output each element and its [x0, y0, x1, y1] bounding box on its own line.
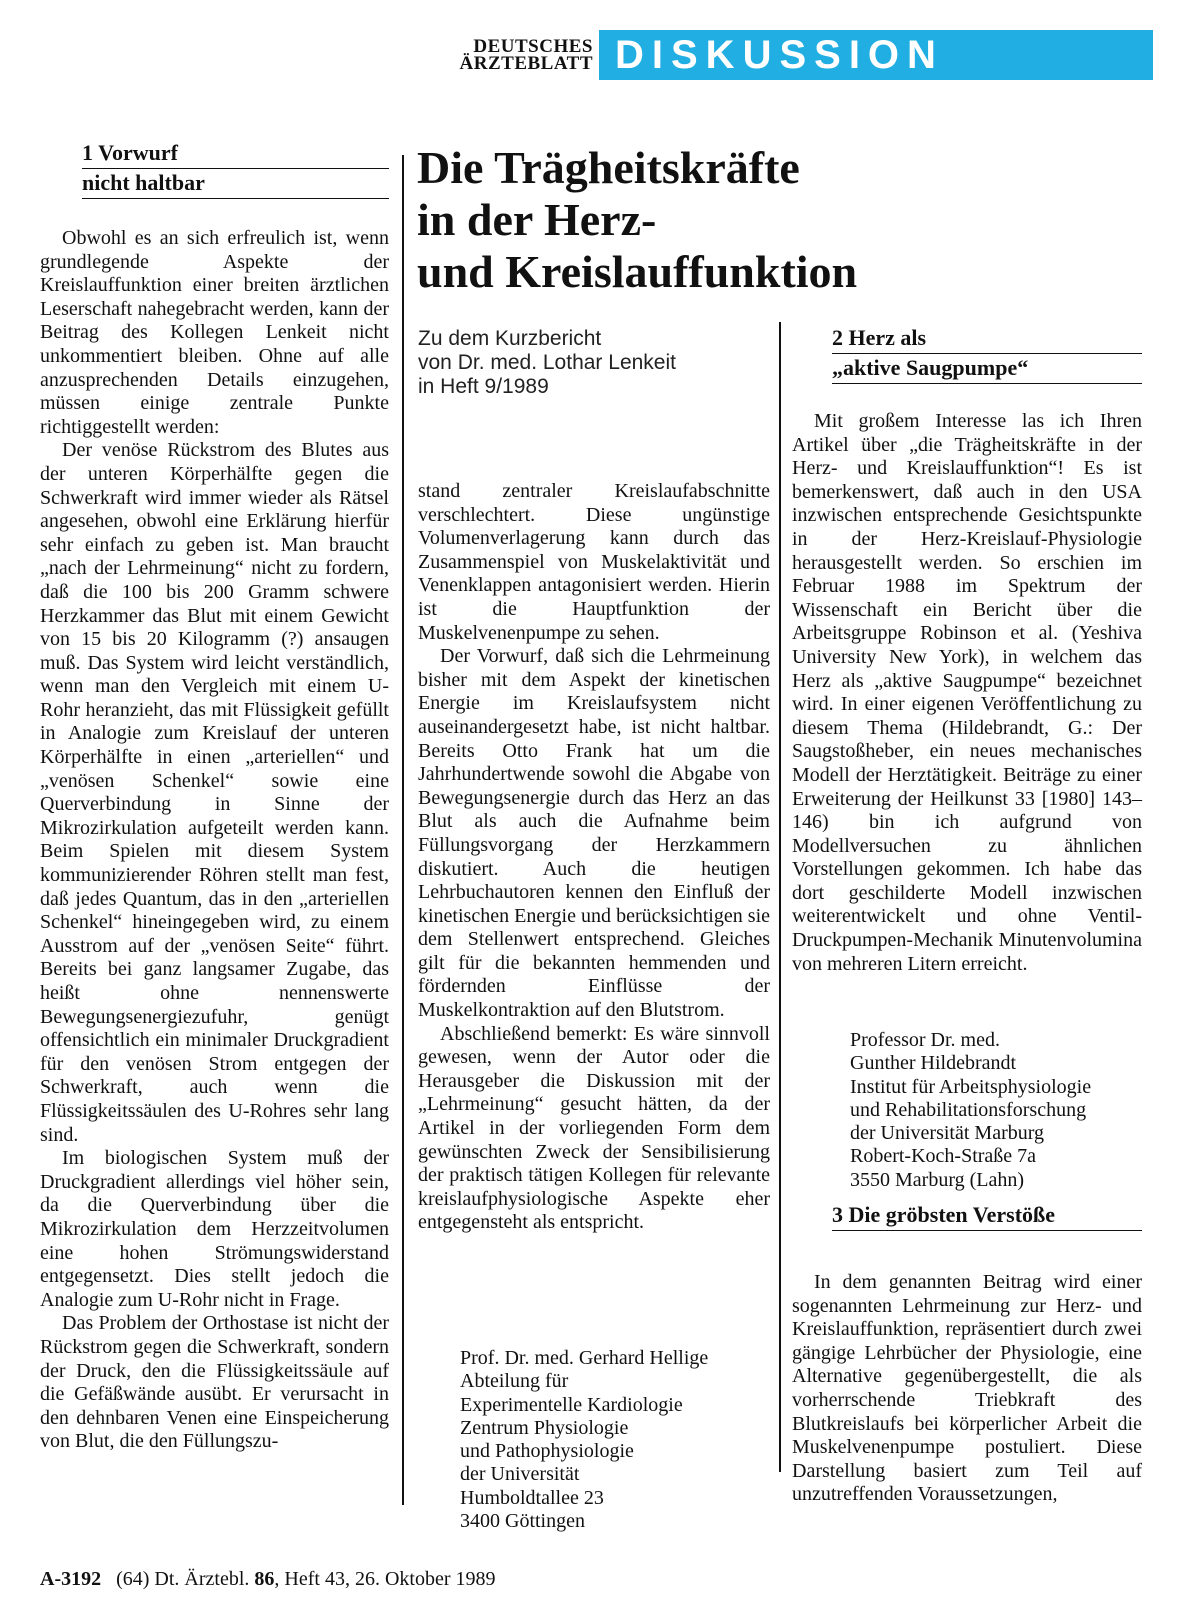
signature-line: Institut für Arbeitsphysiologie — [850, 1075, 1092, 1098]
signature-line: der Universität — [460, 1463, 580, 1486]
article-lead — [418, 327, 768, 399]
signature-line: und Rehabilitationsforschung — [850, 1098, 1087, 1121]
signature-line: 3550 Marburg (Lahn) — [850, 1168, 1025, 1191]
column-divider — [779, 322, 781, 1472]
body-paragraph: Das Problem der Orthostase ist nicht der Rückstrom gegen die Schwerkraft, sondern der Druck, den die Flüssigkeitssäule auf die Gefäßwände ausübt. Er verursacht in den dehnbaren Venen eine Einspeicherung von Blut, die den Füllungszu- — [40, 1312, 389, 1453]
article-title — [417, 142, 1157, 298]
signature-line: Professor Dr. med. — [850, 1029, 1000, 1051]
body-paragraph: Abschließend bemerkt: Es wäre sinnvoll gewesen, wenn der Autor oder die Herausgeber die Diskussion mit der „Lehrmeinung“ gesucht hätten, da der Artikel in der vorliegenden Form dem gewünschten Zweck der Sensibilisierung der praktisch tätigen Kollegen für relevante kreislaufphysiologische Aspekte eher entgegensteht als entspricht. — [418, 1022, 770, 1234]
brand-line-2: ÄRZTEBLATT — [459, 53, 593, 74]
title-line: und Kreislauffunktion — [417, 246, 858, 297]
heading-line: 1 Vorwurf — [82, 139, 389, 169]
heading-line: 3 Die gröbsten Verstöße — [832, 1201, 1142, 1231]
signature-line: der Universität Marburg — [850, 1122, 1045, 1145]
signature-line: 3400 Göttingen — [460, 1510, 585, 1533]
heading-line: 2 Herz als — [832, 324, 1142, 354]
body-paragraph: Der venöse Rückstrom des Blutes aus der unteren Körperhälfte gegen die Schwerkraft wird immer wieder als Rätsel angesehen, obwohl eine Erklärung hierfür sehr einfach zu geben ist. Man braucht „nach der Lehrmeinung“ nicht zu fordern, daß die 100 bis 200 Gramm schwere Herzkammer das Blut mit einem Gewicht von 15 bis 20 Kilogramm (?) ansaugen muß. Das System wird leicht verständlich, wenn man den Vergleich mit einem U-Rohr heranzieht, das mit Flüssigkeit gefüllt in Analogie zum Kreislauf der unteren Körperhälfte in einen „arteriellen“ und „venösen Schenkel“ sowie eine Querverbindung in Sinne der Mikrozirkulation aufgeteilt werden kann. Beim Spielen mit diesem System kommunizierender Röhren stellt man fest, daß jedes Quantum, das in den „arteriellen Schenkel“ hineingegeben wird, zu einem Ausstrom auf der „venösen Seite“ führt. Bereits bei ganz langsamer Zugabe, das heißt ohne nennenswerte Bewegungsenergiezufuhr, genügt offensichtlich ein minimaler Druckgradient für den venösen Strom entgegen der Schwerkraft, auch wenn die Flüssigkeitssäulen des U-Rohres sehr lang sind. — [40, 439, 389, 1146]
letter-2-signature — [850, 1029, 1150, 1192]
brand-line-1: DEUTSCHES — [473, 36, 593, 57]
signature-line: Humboldtallee 23 — [460, 1486, 604, 1509]
column-divider — [402, 155, 404, 1505]
letter-3-heading — [832, 1201, 1142, 1231]
title-line: Die Trägheitskräfte — [417, 142, 800, 193]
signature-line: Zentrum Physiologie — [460, 1416, 629, 1439]
body-paragraph: Der Vorwurf, daß sich die Lehrmeinung bisher mit dem Aspekt der kinetischen Energie im Kreislaufsystem nicht auseinandergesetzt habe, ist nicht haltbar. Bereits Otto Frank hat um die Jahrhundertwende sowohl die Abgabe von Bewegungsenergie durch das Herz an das Blut als auch die Aufnahme beim Füllungsvorgang der Herzkammern diskutiert. Auch die heutigen Lehrbuchautoren kennen den Einfluß der kinetischen Energie und berücksichtigen sie dem Stellenwert entsprechend. Gleiches gilt für die bekannten hemmenden und fördernden Einflüsse der Muskelkontraktion auf den Blutstrom. — [418, 645, 770, 1022]
masthead — [421, 30, 1153, 80]
heading-line: „aktive Saugpumpe“ — [832, 354, 1142, 384]
letter-2-heading — [832, 324, 1142, 384]
body-paragraph: Im biologischen System muß der Druckgradient allerdings viel höher sein, da die Querverbindung über die Mikrozirkulation dem Herzzeitvolumen eine hohen Strömungswiderstand entgegensetzt. Dies stellt jedoch die Analogie zum U-Rohr nicht in Frage. — [40, 1147, 389, 1311]
body-paragraph: stand zentraler Kreislaufabschnitte verschlechtert. Diese ungünstige Volumenverlagerung kann durch das Zusammenspiel von Muskelaktivität und Venenklappen antagonisiert werden. Hierin ist die Hauptfunktion der Muskelvenenpumpe zu sehen. — [418, 480, 770, 644]
body-paragraph: Mit großem Interesse las ich Ihren Artikel über „die Trägheitskräfte in der Herz- und Kreislauffunktion“! Es ist bemerkenswert, daß auch in den USA inzwischen entsprechende Gesichtspunkte in der Herz-Kreislauf-Physiologie herausgestellt werden. So erschien im Februar 1988 im Spektrum der Wissenschaft ein Bericht über die Arbeitsgruppe Robinson et al. (Yeshiva University New York), in welchem das Herz als „aktive Saugpumpe“ bezeichnet wird. In einer eigenen Veröffentlichung zu diesem Thema (Hildebrandt, G.: Der Saugstoßheber, ein neues mechanisches Modell der Herztätigkeit. Beiträge zu einer Erweiterung der Heilkunst 33 [1980] 143–146) bin ich aufgrund von Modellversuchen zu ähnlichen Vorstellungen gekommen. Ich habe das dort geschilderte Modell inzwischen weiterentwickelt und ohne Ventil-Druckpumpen-Mechanik Minutenvolumina von mehreren Litern erreicht. — [792, 410, 1142, 975]
body-paragraph: Obwohl es an sich erfreulich ist, wenn grundlegende Aspekte der Kreislauffunktion einer breiten ärztlichen Leserschaft nahegebracht werden, kann der Beitrag des Kollegen Lenkeit nicht unkommentiert bleiben. Ohne auf alle anzusprechenden Details einzugehen, müssen einige zentrale Punkte richtiggestellt werden: — [40, 227, 389, 438]
letter-1-signature — [460, 1347, 770, 1533]
lead-line: Zu dem Kurzbericht — [418, 327, 602, 350]
letter-1-column-2 — [418, 480, 770, 1235]
letter-3-body — [792, 1271, 1142, 1507]
page-footer — [40, 1567, 495, 1591]
signature-line: und Pathophysiologie — [460, 1440, 634, 1463]
letter-1-heading — [82, 139, 389, 199]
heading-line: nicht haltbar — [82, 169, 389, 199]
body-paragraph: In dem genannten Beitrag wird einer sogenannten Lehrmeinung zur Herz- und Kreislauffunktion, repräsentiert durch zwei gängige Lehrbücher der Physiologie, eine Alternative gegenübergestellt, die als vorherrschende Triebkraft des Blutkreislaufs bei körperlicher Arbeit die Muskelvenenpumpe postuliert. Diese Darstellung basiert zum Teil auf unzutreffenden Voraussetzungen, — [792, 1271, 1142, 1506]
lead-line: von Dr. med. Lothar Lenkeit — [418, 351, 676, 374]
citation-prefix: (64) Dt. Ärztebl. — [116, 1568, 250, 1590]
signature-line: Prof. Dr. med. Gerhard Hellige — [460, 1347, 709, 1369]
journal-brand — [421, 38, 593, 72]
title-line: in der Herz- — [417, 194, 657, 245]
page-number: A-3192 — [40, 1568, 102, 1590]
signature-line: Abteilung für — [460, 1370, 569, 1393]
signature-line: Experimentelle Kardiologie — [460, 1393, 683, 1416]
section-label: DISKUSSION — [599, 30, 1153, 80]
lead-line: in Heft 9/1989 — [418, 375, 549, 398]
volume-number: 86 — [254, 1568, 275, 1590]
signature-line: Gunther Hildebrandt — [850, 1052, 1017, 1075]
letter-1-column-1 — [40, 227, 389, 1454]
citation-suffix: , Heft 43, 26. Oktober 1989 — [274, 1568, 496, 1590]
signature-line: Robert-Koch-Straße 7a — [850, 1145, 1037, 1168]
letter-2-body — [792, 410, 1142, 976]
